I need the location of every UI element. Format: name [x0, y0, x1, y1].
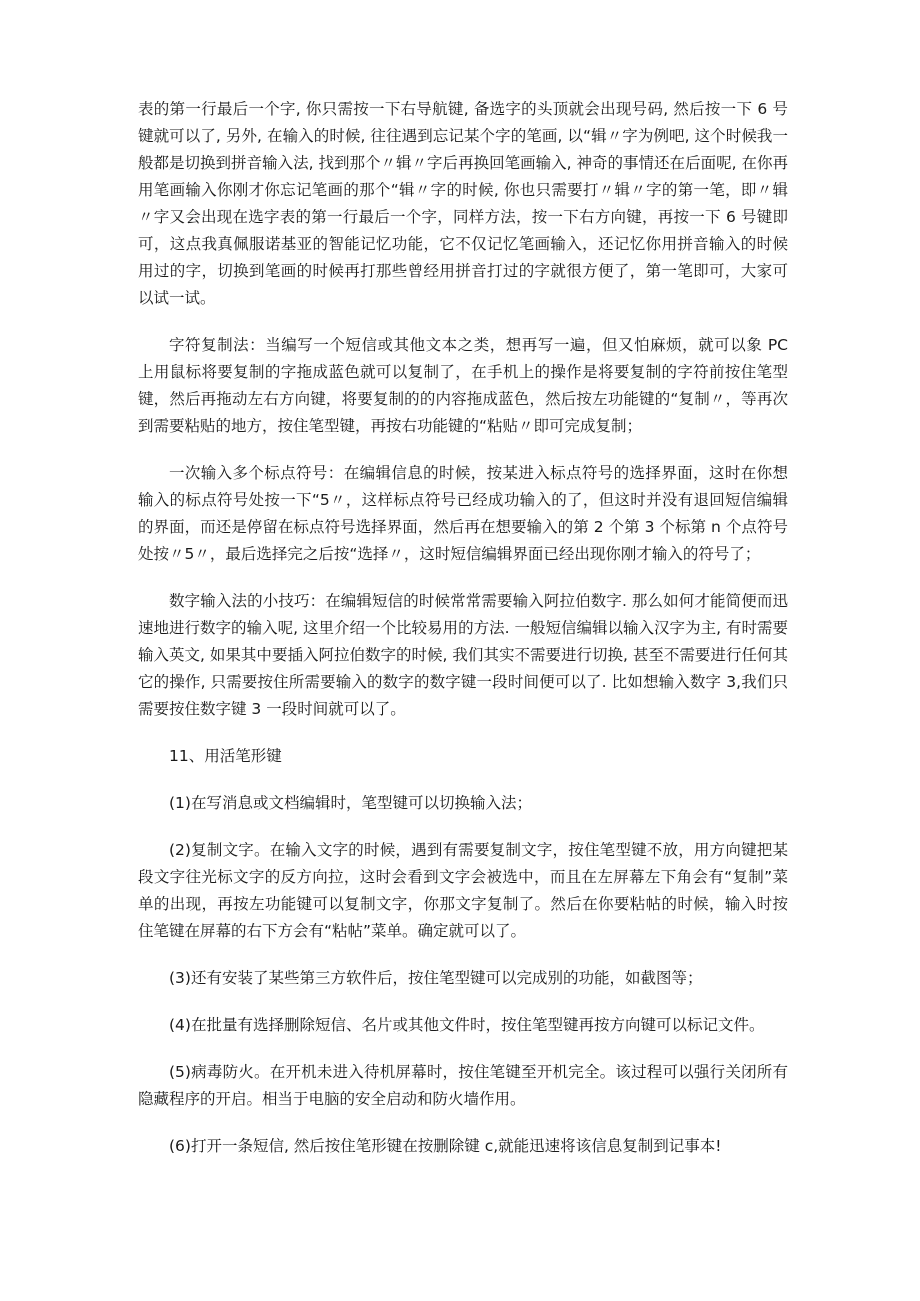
section-heading: 11、用活笔形键: [169, 747, 282, 765]
document-page: [138, 96, 788, 1180]
list-item: (1)在写消息或文档编辑时，笔型键可以切换输入法；: [169, 794, 532, 812]
paragraph-stroke-input-memory: 表的第一行最后一个字, 你只需按一下右导航键, 备选字的头顶就会出现号码, 然后按一下 6 号键就可以了, 另外, 在输入的时候, 往往遇到忘记某个字的笔画, 以“辑〃字为例吧, 这个时候我一般都是切换到拼音输入法, 找到那个〃辑〃字后再换回笔画输入, 神奇的事情还在后面呢, 在你再用笔画输入你刚才你忘记笔画的那个“辑〃字的时候, 你也只需要打〃辑〃字的第一笔，即〃辑〃字又会出现在选字表的第一行最后一个字，同样方法，按一下右方向键，再按一下 6 号键即可，这点我真佩服诺基亚的智能记忆功能，它不仅记忆笔画输入，还记忆你用拼音输入的时候用过的字，切换到笔画的时候再打那些曾经用拼音打过的字就很方便了，第一笔即可，大家可以试一试。: [138, 100, 788, 307]
list-item: (4)在批量有选择删除短信、名片或其他文件时，按住笔型键再按方向键可以标记文件。: [169, 1016, 765, 1034]
list-item: (6)打开一条短信, 然后按住笔形键在按删除键 c,就能迅速将该信息复制到记事本!: [169, 1137, 722, 1155]
list-item: (5)病毒防火。在开机未进入待机屏幕时，按住笔键至开机完全。该过程可以强行关闭所有隐藏程序的开启。相当于电脑的安全启动和防火墙作用。: [138, 1063, 788, 1108]
paragraph-number-input-tip: 数字输入法的小技巧：在编辑短信的时候常常需要输入阿拉伯数字. 那么如何才能简便而迅速地进行数字的输入呢, 这里介绍一个比较易用的方法. 一般短信编辑以输入汉字为主, 有时需要输入英文, 如果其中要插入阿拉伯数字的时候, 我们其实不需要进行切换, 甚至不需要进行任何其它的操作, 只需要按住所需要输入的数字的数字键一段时间便可以了. 比如想输入数字 3,我们只需要按住数字键 3 一段时间就可以了。: [138, 592, 788, 718]
list-item: (3)还有安装了某些第三方软件后，按住笔型键可以完成别的功能，如截图等；: [169, 969, 703, 987]
paragraph-multiple-punctuation: 一次输入多个标点符号：在编辑信息的时候，按某进入标点符号的选择界面，这时在你想输入的标点符号处按一下“5〃，这样标点符号已经成功输入的了，但这时并没有退回短信编辑的界面，而还是停留在标点符号选择界面，然后再在想要输入的第 2 个第 3 个标第 n 个点符号处按〃5〃，最后选择完之后按“选择〃，这时短信编辑界面已经出现你刚才输入的符号了；: [138, 464, 788, 563]
list-item: (2)复制文字。在输入文字的时候，遇到有需要复制文字，按住笔型键不放，用方向键把某段文字往光标文字的反方向拉，这时会看到文字会被选中，而且在左屏幕左下角会有“复制”菜单的出现，再按左功能键可以复制文字，你那文字复制了。然后在你要粘帖的时候，输入时按住笔键在屏幕的右下方会有“粘帖”菜单。确定就可以了。: [138, 841, 788, 940]
paragraph-character-copy: 字符复制法：当编写一个短信或其他文本之类，想再写一遍，但又怕麻烦，就可以象 PC 上用鼠标将要复制的字拖成蓝色就可以复制了，在手机上的操作是将要复制的字符前按住笔型键，然后再拖动左右方向键，将要复制的的内容拖成蓝色，然后按左功能键的“复制〃，等再次到需要粘贴的地方，按住笔型键，再按右功能键的“粘贴〃即可完成复制；: [138, 336, 788, 435]
